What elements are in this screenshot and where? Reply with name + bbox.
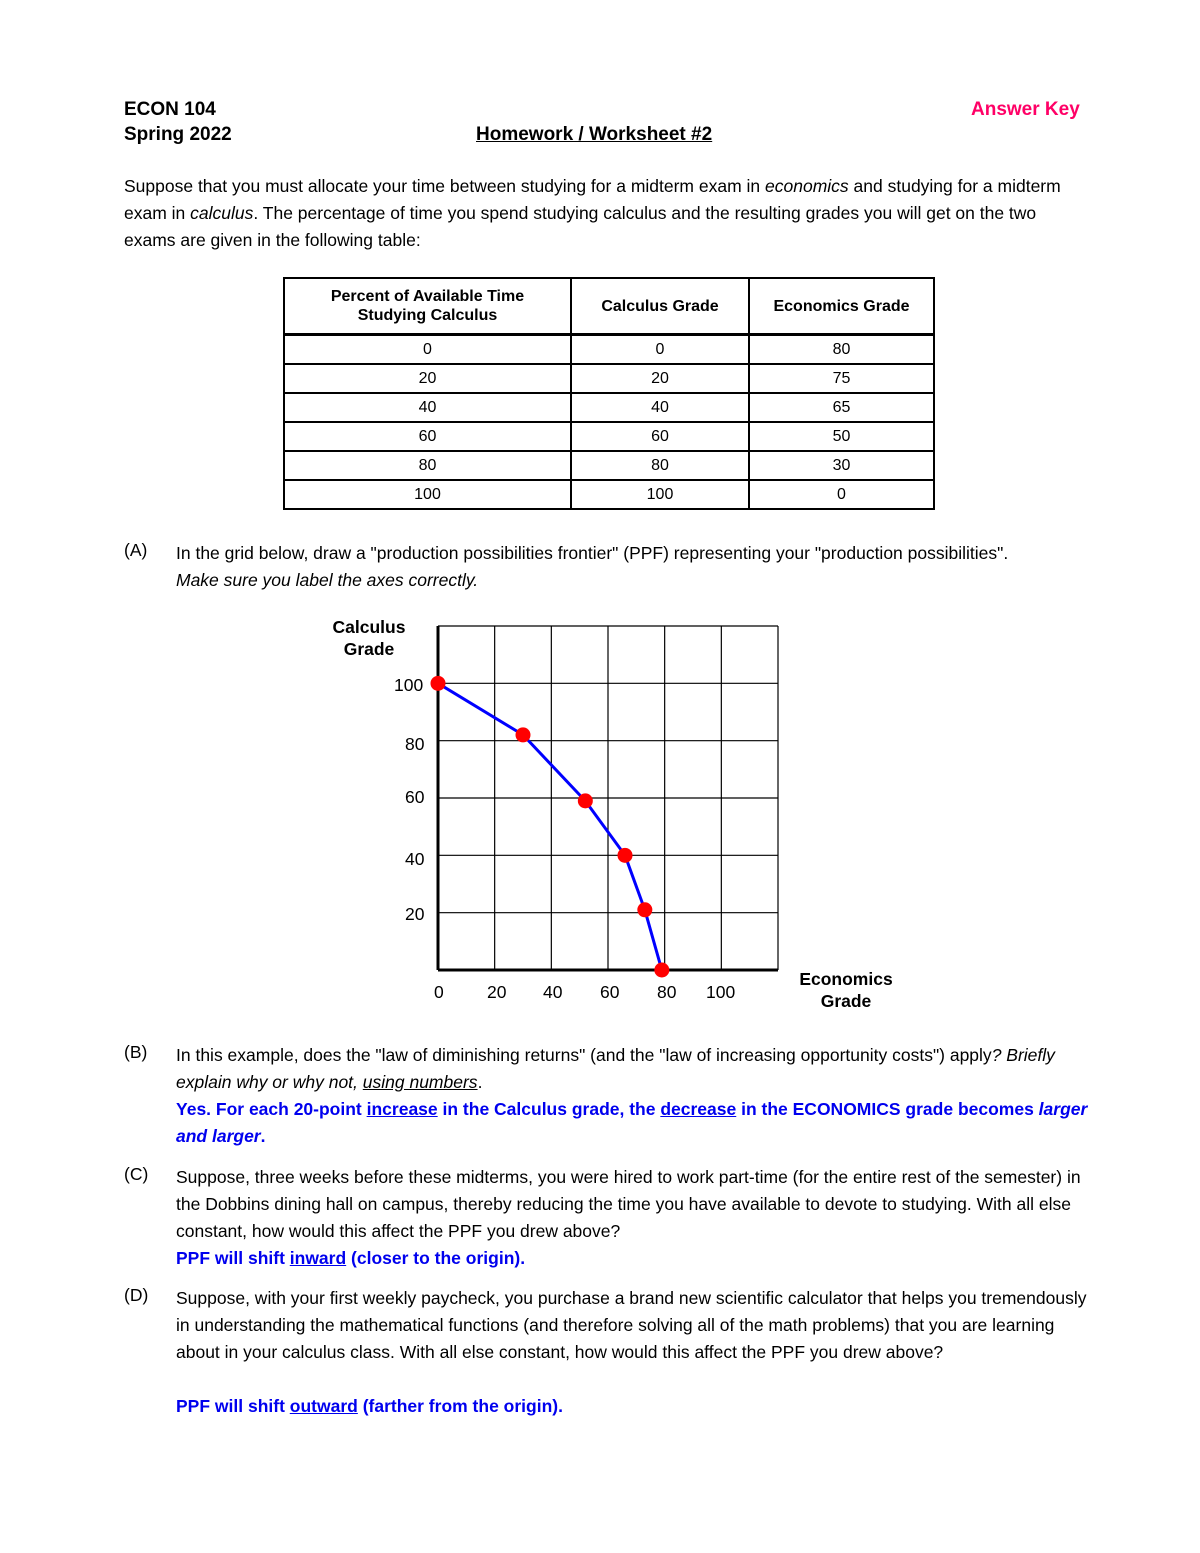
table-row: 80 80 30 — [284, 451, 934, 480]
header-economics-grade: Economics Grade — [749, 278, 934, 335]
question-d-text: Suppose, with your first weekly paycheck, you purchase a brand new scientific calculator that helps you tremendously in understanding the mathematical functions (and therefore solving all of the math problems) that you are learning about in your calculus class. With all else constant, how would this affect the PPF you drew above? — [176, 1288, 1087, 1362]
x-tick-label: 0 — [434, 982, 444, 1002]
x-tick-label: 20 — [487, 982, 507, 1002]
intro-paragraph: Suppose that you must allocate your time between studying for a midterm exam in economics and studying for a midterm exam in calculus. The percentage of time you spend studying calculus and the resulting grades you will get on the two exams are given in the following table: — [124, 176, 1061, 250]
x-axis-label: Economics Grade — [799, 969, 893, 1011]
y-tick-label: 100 — [394, 675, 424, 695]
question-b-text: In this example, does the "law of diminishing returns" (and the "law of increasing opportunity costs") apply? Briefly explain why or why not, using numbers. — [176, 1045, 1055, 1092]
ppf-point — [578, 793, 593, 808]
question-c-text: Suppose, three weeks before these midterms, you were hired to work part-time (for the entire rest of the semester) in the Dobbins dining hall on campus, thereby reducing the time you have available to devote to studying. With all else constant, how would this affect the PPF you drew above? — [176, 1167, 1081, 1241]
table-header-row — [284, 278, 934, 335]
x-tick-label: 80 — [657, 982, 677, 1002]
x-tick-label: 60 — [600, 982, 620, 1002]
table-row: 20 20 75 — [284, 364, 934, 393]
question-a-mark: (A) — [124, 540, 148, 560]
using-numbers-emphasis: using numbers — [362, 1072, 478, 1092]
table-row: 60 60 50 — [284, 422, 934, 451]
ppf-point — [654, 963, 669, 978]
ppf-point — [516, 727, 531, 742]
y-tick-label: 40 — [405, 849, 425, 869]
x-tick-label: 100 — [706, 982, 736, 1002]
y-tick-label: 20 — [405, 904, 425, 924]
question-a-text: In the grid below, draw a "production possibilities frontier" (PPF) representing your "production possibilities". Make sure you label the axes correctly. — [176, 543, 1009, 590]
answer-key-label: Answer Key — [971, 99, 1080, 120]
y-tick-label: 80 — [405, 734, 425, 754]
course-code: ECON 104 — [124, 99, 216, 120]
table-row: 0 0 80 — [284, 335, 934, 365]
grades-table — [283, 277, 935, 510]
term-label: Spring 2022 — [124, 124, 232, 145]
ppf-point — [637, 902, 652, 917]
question-b-mark: (B) — [124, 1042, 148, 1062]
ppf-curve — [438, 683, 662, 970]
header-calculus-grade: Calculus Grade — [571, 278, 749, 335]
y-tick-label: 60 — [405, 787, 425, 807]
table-row: 40 40 65 — [284, 393, 934, 422]
header-percent-time: Percent of Available Time Studying Calculus — [284, 278, 571, 335]
calculus-word: calculus — [190, 203, 254, 223]
page-title: Homework / Worksheet #2 — [476, 124, 713, 145]
ppf-chart — [430, 620, 790, 980]
question-c-answer: PPF will shift inward (closer to the origin). — [176, 1248, 526, 1268]
ppf-point — [431, 676, 446, 691]
x-tick-label: 40 — [543, 982, 563, 1002]
ppf-point — [618, 848, 633, 863]
question-d-answer: PPF will shift outward (farther from the origin). — [176, 1396, 563, 1416]
y-axis-label: Calculus Grade — [332, 617, 406, 659]
question-b-answer: Yes. For each 20-point increase in the Calculus grade, the decrease in the ECONOMICS grade becomes larger and larger. — [176, 1099, 1088, 1146]
question-c-mark: (C) — [124, 1164, 149, 1184]
table-row: 100 100 0 — [284, 480, 934, 509]
economics-word: economics — [765, 176, 849, 196]
question-d-mark: (D) — [124, 1285, 149, 1305]
